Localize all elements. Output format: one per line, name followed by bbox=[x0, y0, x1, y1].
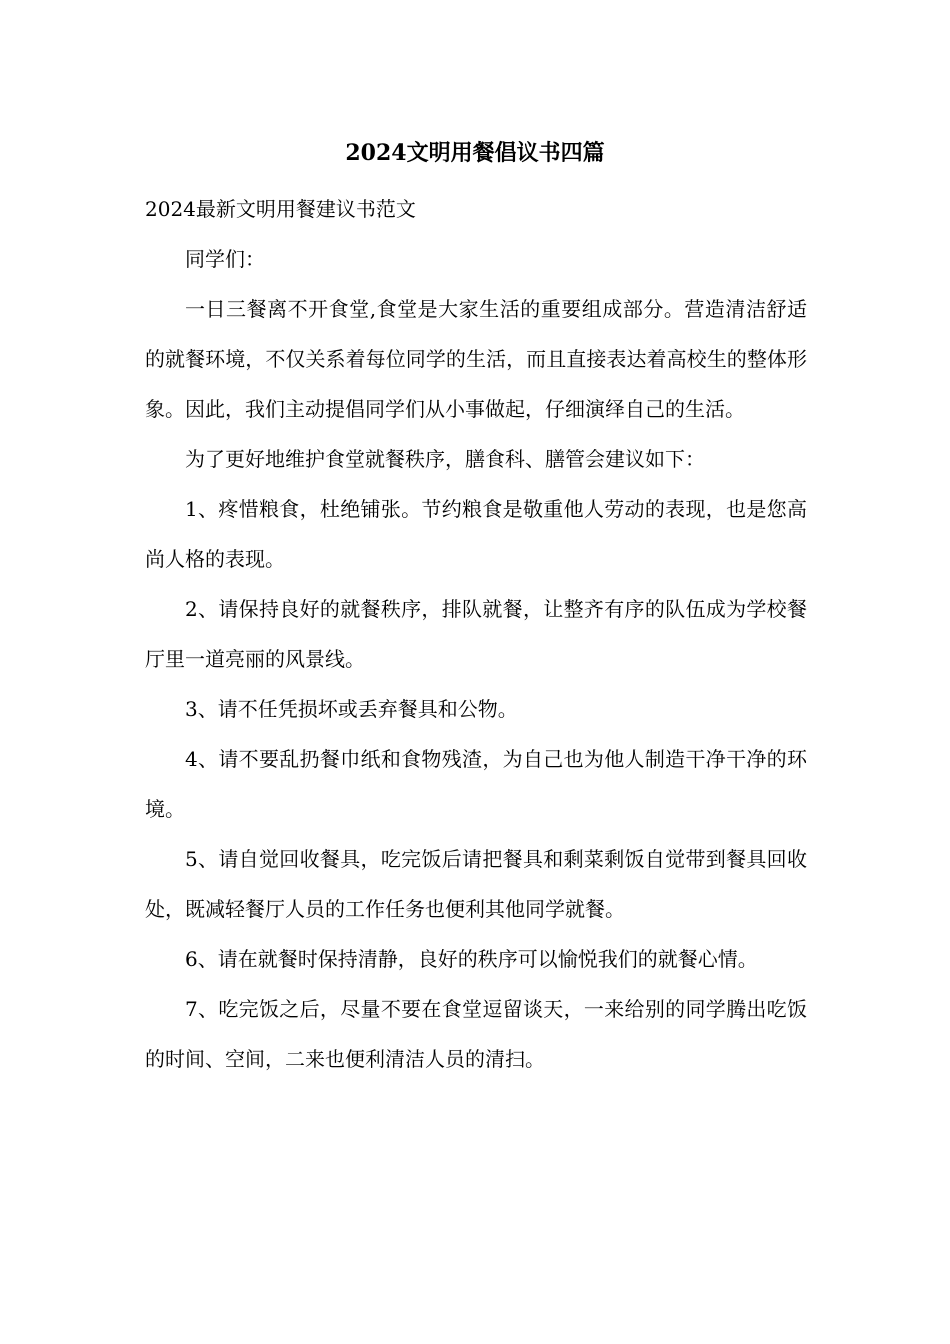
document-body bbox=[145, 184, 807, 1084]
list-item-5: 5、请自觉回收餐具，吃完饭后请把餐具和剩菜剩饭自觉带到餐具回收处，既减轻餐厅人员的工作任务也便利其他同学就餐。 bbox=[145, 847, 807, 921]
list-item-3: 3、请不任凭损坏或丢弃餐具和公物。 bbox=[185, 697, 518, 721]
document-subtitle: 2024最新文明用餐建议书范文 bbox=[145, 197, 416, 221]
paragraph-suggestions-lead: 为了更好地维护食堂就餐秩序，膳食科、膳管会建议如下： bbox=[185, 447, 705, 471]
document-title: 2024文明用餐倡议书四篇 bbox=[345, 140, 605, 166]
list-item-1: 1、疼惜粮食，杜绝铺张。节约粮食是敬重他人劳动的表现，也是您高尚人格的表现。 bbox=[145, 497, 807, 571]
greeting: 同学们： bbox=[185, 247, 265, 271]
list-item-7: 7、吃完饭之后，尽量不要在食堂逗留谈天，一来给别的同学腾出吃饭的时间、空间，二来也便利清洁人员的清扫。 bbox=[145, 997, 807, 1071]
list-item-6: 6、请在就餐时保持清静，良好的秩序可以愉悦我们的就餐心情。 bbox=[185, 947, 758, 971]
list-item-4: 4、请不要乱扔餐巾纸和食物残渣，为自己也为他人制造干净干净的环境。 bbox=[145, 747, 807, 821]
list-item-2: 2、请保持良好的就餐秩序，排队就餐，让整齐有序的队伍成为学校餐厅里一道亮丽的风景线。 bbox=[145, 597, 807, 671]
paragraph-intro: 一日三餐离不开食堂,食堂是大家生活的重要组成部分。营造清洁舒适的就餐环境，不仅关系着每位同学的生活，而且直接表达着高校生的整体形象。因此，我们主动提倡同学们从小事做起，仔细演绎自己的生活。 bbox=[145, 297, 807, 421]
